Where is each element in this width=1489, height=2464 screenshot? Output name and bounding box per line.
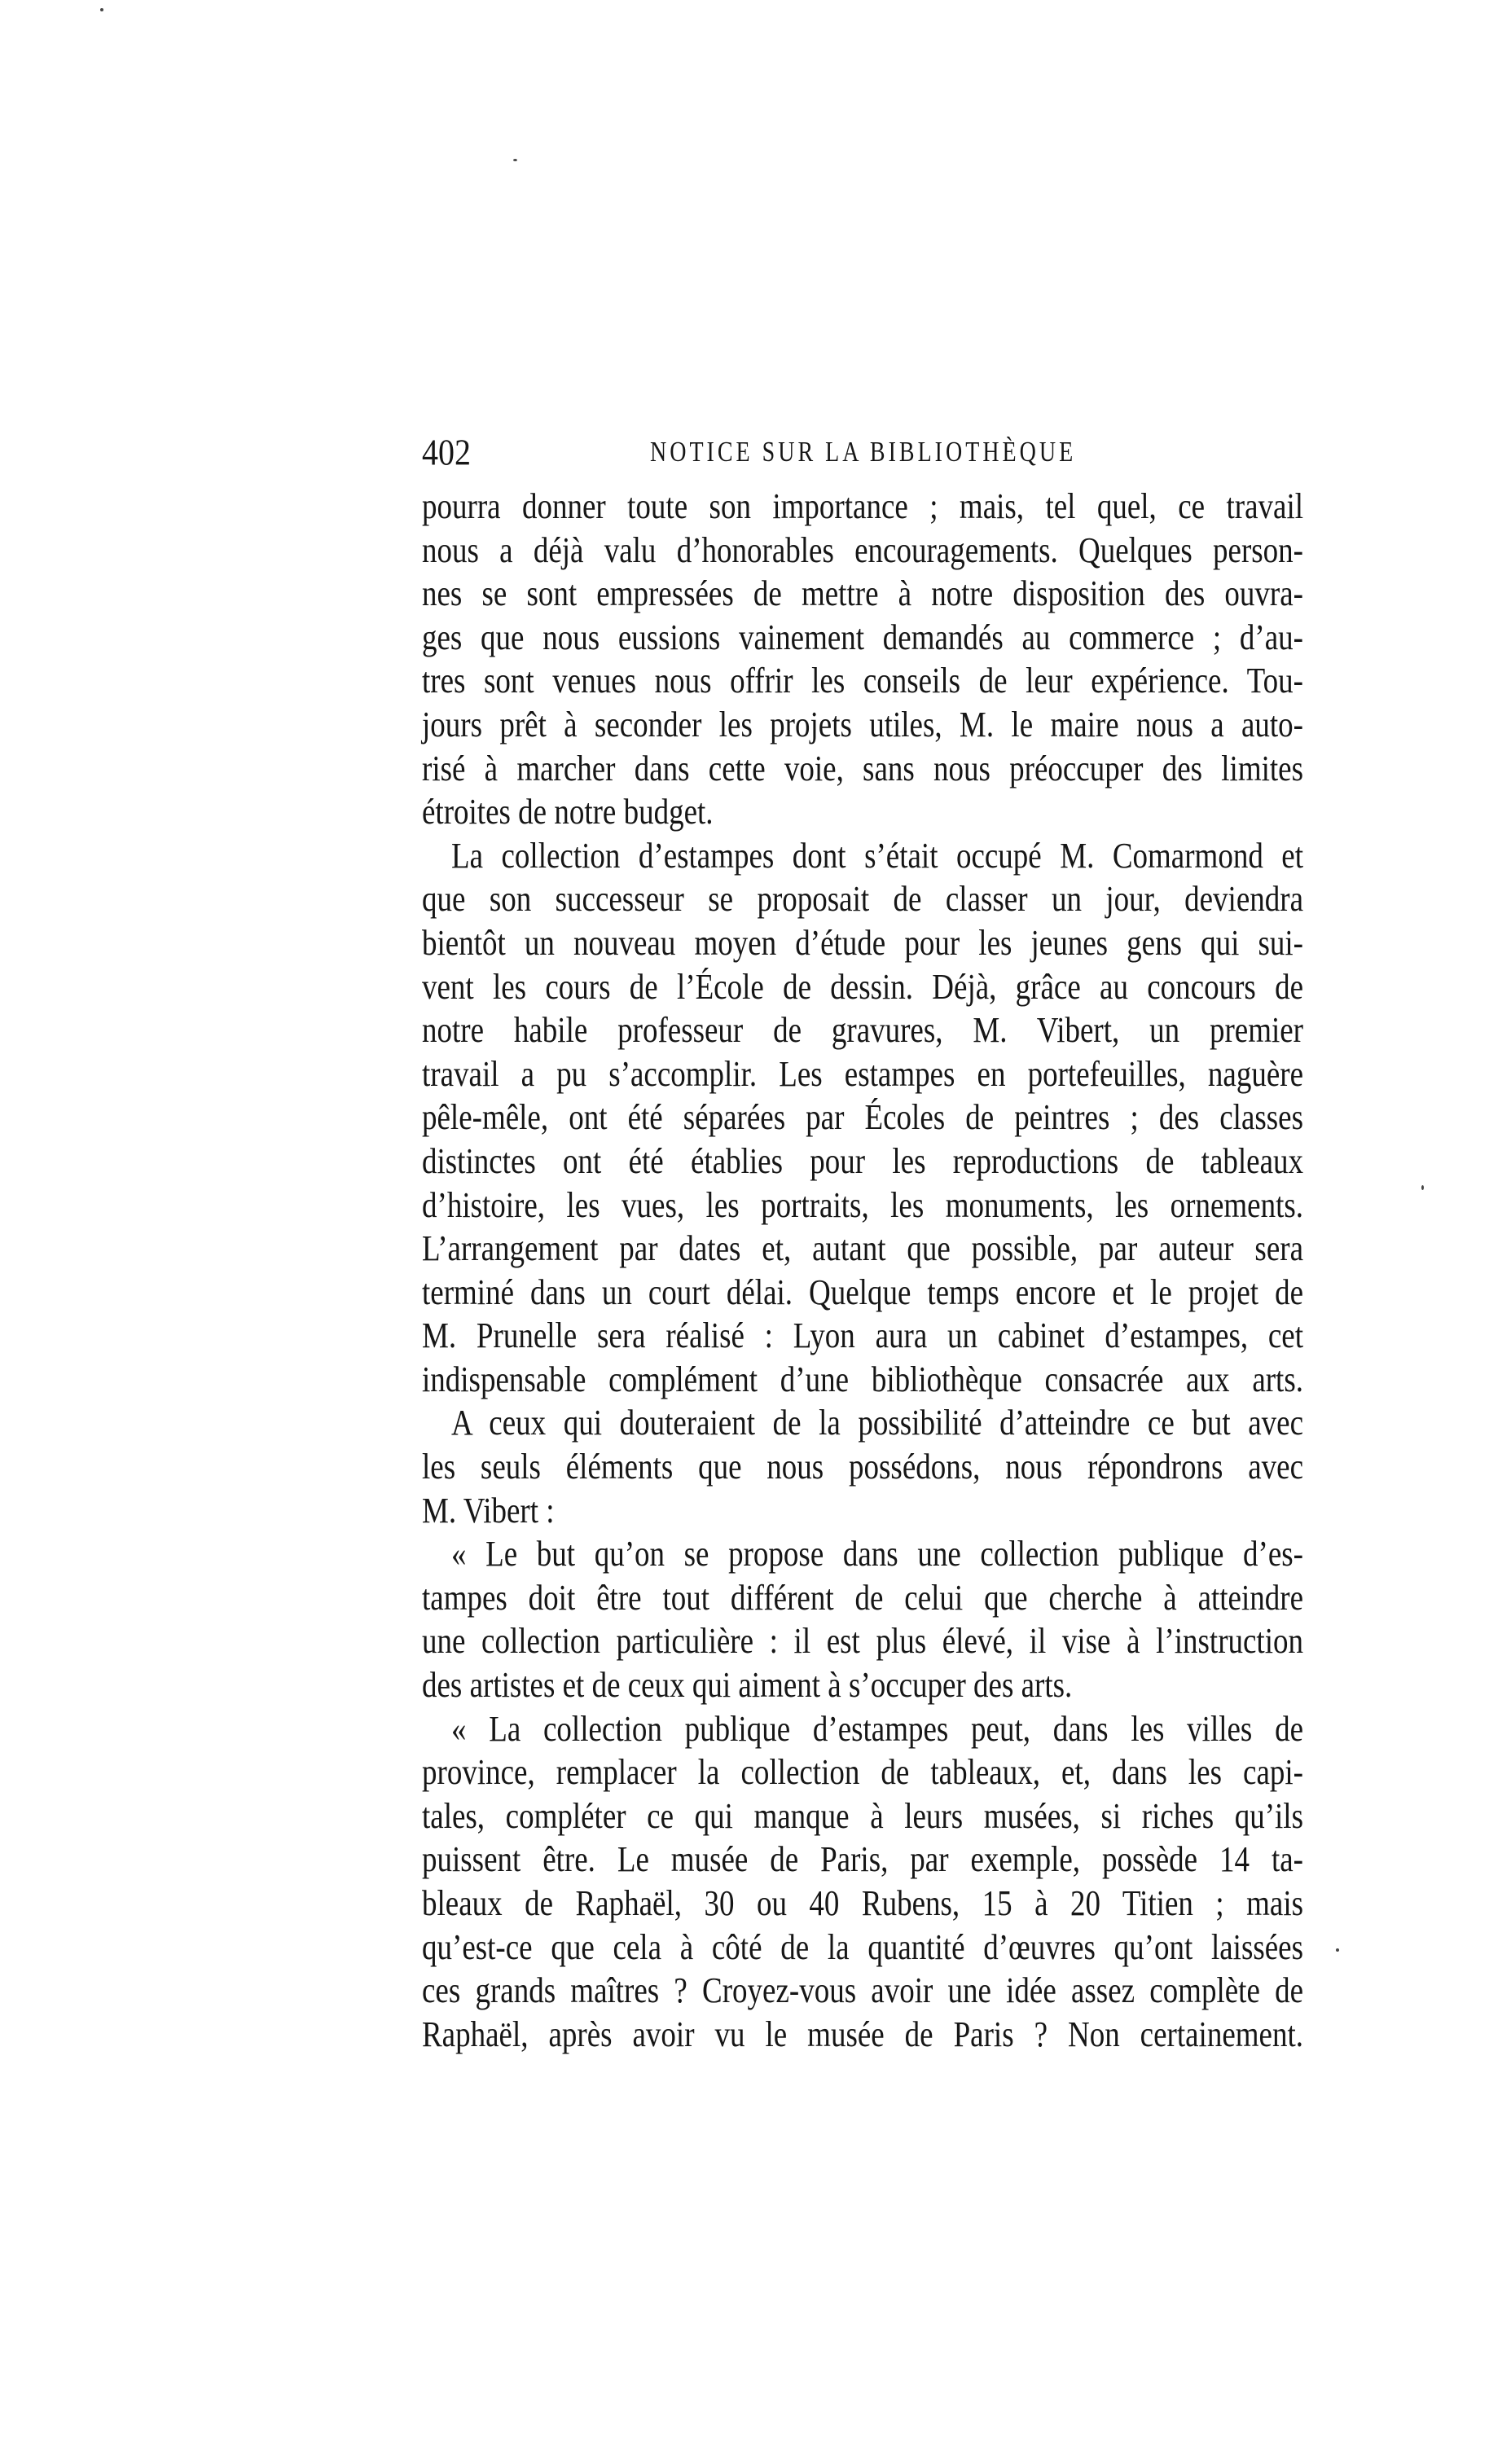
text-line: bientôt un nouveau moyen d’étude pour les jeunes gens qui sui- bbox=[422, 923, 1303, 964]
scan-speck bbox=[513, 159, 517, 161]
text-line: risé à marcher dans cette voie, sans nous préoccuper des limites bbox=[422, 749, 1303, 789]
text-line: jours prêt à seconder les projets utiles, M. le maire nous a auto- bbox=[422, 705, 1303, 746]
text-line: province, remplacer la collection de tableaux, et, dans les capi- bbox=[422, 1753, 1303, 1794]
text-line: tales, compléter ce qui manque à leurs musées, si riches qu’ils bbox=[422, 1796, 1303, 1837]
text-line: puissent être. Le musée de Paris, par exemple, possède 14 ta- bbox=[422, 1840, 1303, 1881]
text-line: des artistes et de ceux qui aiment à s’occuper des arts. bbox=[422, 1665, 1073, 1706]
text-line: « La collection publique d’estampes peut, dans les villes de bbox=[451, 1709, 1303, 1750]
text-line: d’histoire, les vues, les portraits, les monuments, les ornements. bbox=[422, 1185, 1303, 1226]
scan-speck bbox=[100, 8, 103, 11]
text-line: notre habile professeur de gravures, M. Vibert, un premier bbox=[422, 1010, 1303, 1052]
running-title: NOTICE SUR LA BIBLIOTHÈQUE bbox=[650, 437, 1077, 468]
page-number: 402 bbox=[422, 431, 471, 473]
text-line: ges que nous eussions vainement demandés au commerce ; d’au- bbox=[422, 617, 1303, 658]
text-line: qu’est-ce que cela à côté de la quantité d’œuvres qu’ont laissées bbox=[422, 1927, 1303, 1968]
text-line: vent les cours de l’École de dessin. Déjà, grâce au concours de bbox=[422, 967, 1303, 1008]
text-line: nes se sont empressées de mettre à notre disposition des ouvra- bbox=[422, 574, 1303, 615]
text-line: étroites de notre budget. bbox=[422, 792, 714, 833]
text-line: bleaux de Raphaël, 30 ou 40 Rubens, 15 à 20 Titien ; mais bbox=[422, 1883, 1303, 1925]
text-line: que son successeur se proposait de classer un jour, deviendra bbox=[422, 880, 1303, 920]
running-header bbox=[422, 430, 1303, 471]
text-line: M. Prunelle sera réalisé : Lyon aura un cabinet d’estampes, cet bbox=[422, 1316, 1303, 1357]
text-line: travail a pu s’accomplir. Les estampes en portefeuilles, naguère bbox=[422, 1054, 1303, 1095]
text-line: les seuls éléments que nous possédons, nous répondrons avec bbox=[422, 1447, 1303, 1488]
text-line: une collection particulière : il est plus élevé, il vise à l’instruction bbox=[422, 1622, 1303, 1662]
text-line: indispensable complément d’une bibliothèque consacrée aux arts. bbox=[422, 1359, 1303, 1400]
scan-speck bbox=[1336, 1948, 1339, 1952]
text-line: Raphaël, après avoir vu le musée de Paris ? Non certainement. bbox=[422, 2014, 1303, 2055]
text-line: ces grands maîtres ? Croyez-vous avoir une idée assez complète de bbox=[422, 1971, 1303, 2012]
text-line: pêle-mêle, ont été séparées par Écoles de peintres ; des classes bbox=[422, 1098, 1303, 1139]
text-line: tres sont venues nous offrir les conseils de leur expérience. Tou- bbox=[422, 661, 1303, 702]
text-line: terminé dans un court délai. Quelque temps encore et le projet de bbox=[422, 1272, 1303, 1313]
text-line: nous a déjà valu d’honorables encouragements. Quelques person- bbox=[422, 530, 1303, 571]
text-line: La collection d’estampes dont s’était occupé M. Comarmond et bbox=[451, 836, 1303, 876]
scan-speck bbox=[1421, 1185, 1424, 1190]
text-line: distinctes ont été établies pour les reproductions de tableaux bbox=[422, 1141, 1303, 1182]
text-line: A ceux qui douteraient de la possibilité d’atteindre ce but avec bbox=[451, 1403, 1303, 1444]
text-line: L’arrangement par dates et, autant que possible, par auteur sera bbox=[422, 1228, 1303, 1270]
text-line: pourra donner toute son importance ; mais, tel quel, ce travail bbox=[422, 486, 1303, 528]
text-line: « Le but qu’on se propose dans une collection publique d’es- bbox=[451, 1535, 1303, 1575]
text-line: M. Vibert : bbox=[422, 1491, 555, 1531]
text-line: tampes doit être tout différent de celui que cherche à atteindre bbox=[422, 1578, 1303, 1619]
body-text bbox=[422, 485, 1303, 2057]
